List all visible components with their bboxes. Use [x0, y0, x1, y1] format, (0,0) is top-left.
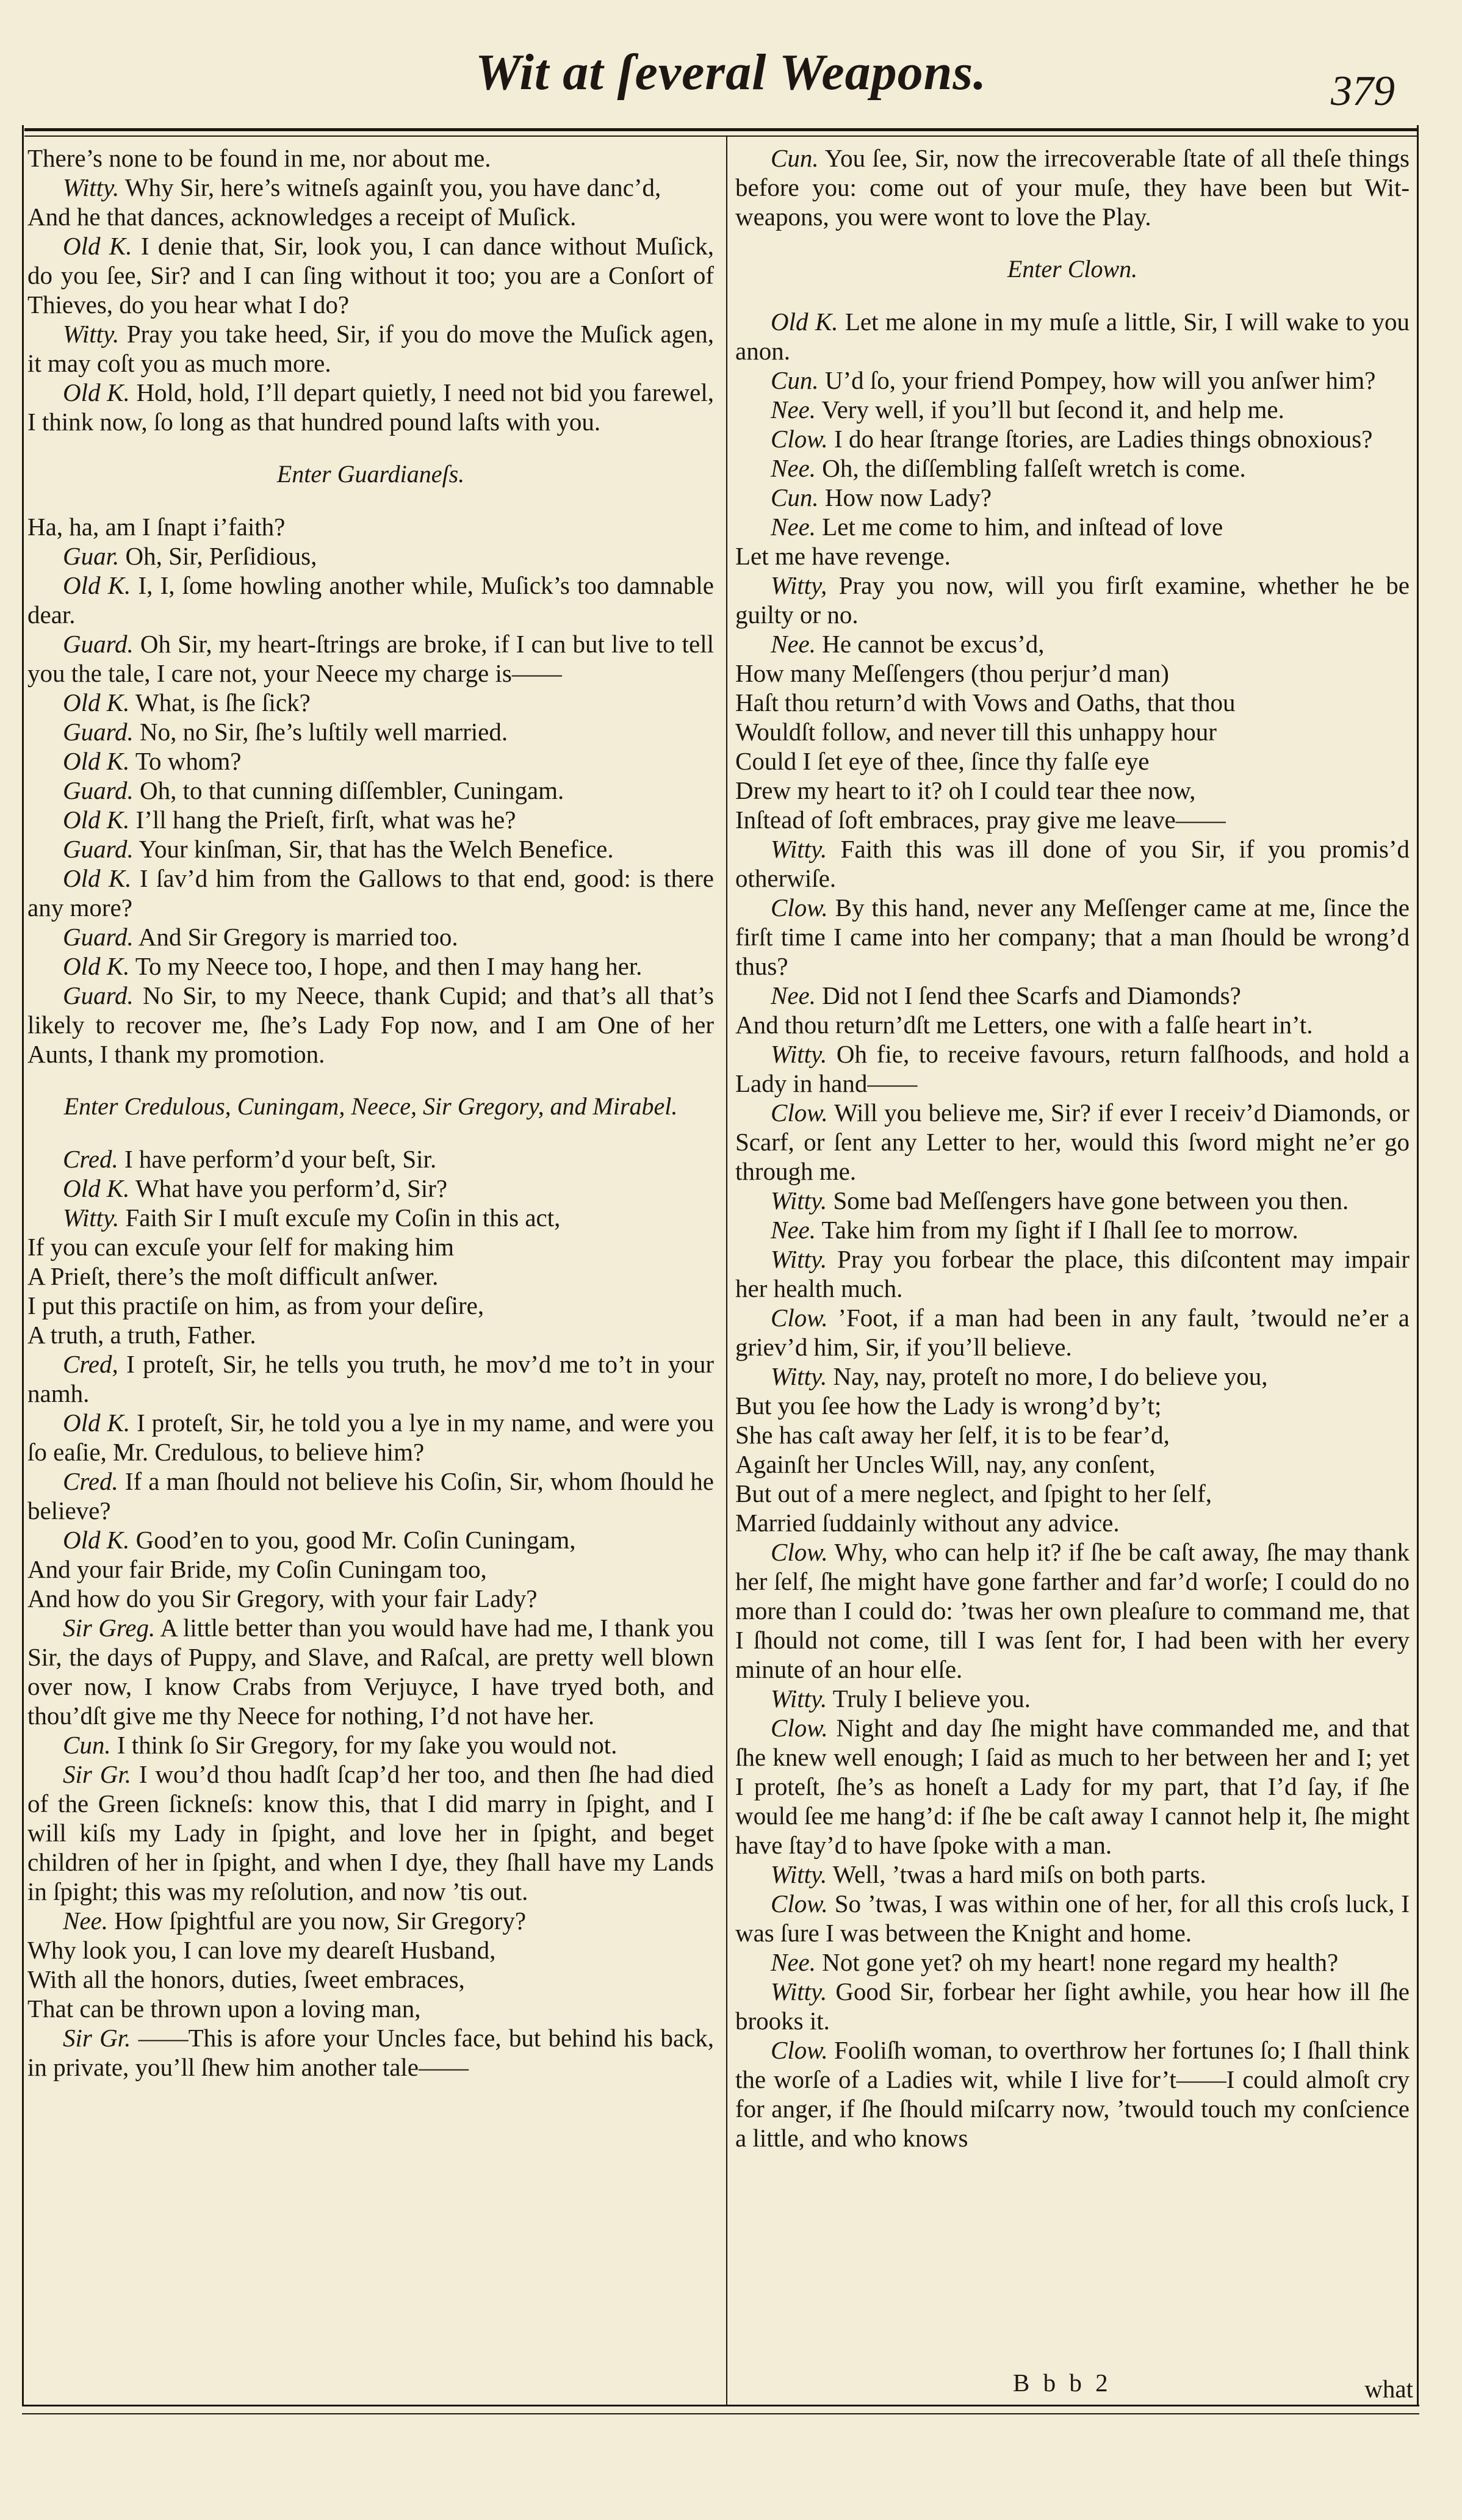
speech-text: What, is ſhe ſick? [135, 688, 311, 717]
speech-text: Oh Sir, my heart-ſtrings are broke, if I can but live to tell you the tale, I care not, your Neece my charge is—— [27, 630, 714, 687]
speech-text: Nay, nay, proteſt no more, I do believe you, [833, 1362, 1268, 1390]
verse-line: If you can excuſe your ſelf for making him [27, 1233, 455, 1261]
speech-text: Good’en to you, good Mr. Coſin Cuningam, [135, 1526, 576, 1554]
verse-line: She has caſt away her ſelf, it is to be fear’d, [735, 1421, 1170, 1449]
speech-text: Not gone yet? oh my heart! none regard my health? [822, 1948, 1339, 1976]
verse-line: Let me have revenge. [735, 542, 951, 570]
speaker-name: Nee. [63, 1907, 108, 1935]
speech [735, 893, 1410, 981]
speech [27, 1349, 714, 1408]
speech [27, 864, 714, 922]
speaker-name: Old K. [63, 864, 132, 892]
verse-line: Ha, ha, am I ſnapt i’faith? [27, 513, 286, 541]
speaker-name: Old K. [63, 1526, 130, 1554]
speaker-name: Witty. [771, 1362, 827, 1390]
speaker-name: Guard. [63, 981, 134, 1009]
speech-text: Oh, Sir, Perſidious, [125, 542, 317, 570]
speech-text: Oh fie, to receive favours, return falſhoods, and hold a Lady in hand—— [735, 1040, 1410, 1097]
speech [27, 1613, 714, 1730]
speaker-name: Old K. [63, 571, 131, 599]
speaker-name: Witty. [771, 1860, 827, 1888]
speech [735, 512, 1410, 541]
speaker-name: Cred. [63, 1467, 118, 1495]
speech [735, 1098, 1410, 1186]
verse-line: And how do you Sir Gregory, with your fair Lady? [27, 1584, 538, 1612]
bottom-rule-thin [22, 2413, 1419, 2414]
speaker-name: Cun. [771, 366, 819, 394]
speech-text: Faith Sir I muſt excuſe my Coſin in this act, [125, 1204, 561, 1232]
speaker-name: Sir Greg. [63, 1614, 156, 1642]
speech [735, 1948, 1410, 1977]
page-number: 379 [1331, 68, 1395, 115]
speech [27, 319, 714, 378]
speech-text: Night and day ſhe might have commanded me, and that ſhe knew well enough; I ſaid as much to her between her and I; yet I proteſt, ſhe’s as honeſt a Lady for my part, that I’d ſay, if ſhe would ſee me hang’d: if ſhe be caſt away I cannot help it, ſhe might have ſtay’d to have ſpoke with a man. [735, 1714, 1410, 1859]
speaker-name: Clow. [771, 425, 828, 453]
speaker-name: Old K. [63, 806, 130, 834]
verse-line: A truth, a truth, Father. [27, 1321, 256, 1349]
speech-text: Oh, the diſſembling falſeſt wretch is come. [822, 454, 1246, 482]
speaker-name: Cun. [63, 1731, 111, 1759]
verse-line: Wouldſt follow, and never till this unhappy hour [735, 718, 1217, 746]
speech-text: I’ll hang the Prieſt, firſt, what was he? [135, 806, 516, 834]
speech [735, 1303, 1410, 1362]
speaker-name: Old K. [63, 378, 130, 406]
speech-text: A little better than you would have had me, I thank you Sir, the days of Puppy, and Slave, and Raſcal, are pretty well blown over now, I know Crabs from Verjuyce, I have tryed both, and thou’dſt give me thy Neece for nothing, I’d not have her. [27, 1614, 714, 1730]
speech [735, 1889, 1410, 1948]
speech [27, 776, 714, 805]
speech-text: Let me come to him, and inſtead of love [822, 513, 1223, 541]
speaker-name: Guard. [63, 923, 134, 951]
verse-line: Againſt her Uncles Will, nay, any conſent, [735, 1450, 1156, 1478]
speaker-name: Witty. [63, 173, 120, 201]
speaker-name: Nee. [771, 454, 816, 482]
speaker-name: Guard. [63, 718, 134, 746]
speech-text: Good Sir, forbear her ſight awhile, you hear how ill ſhe brooks it. [735, 1977, 1410, 2035]
speaker-name: Sir Gr. [63, 1760, 132, 1788]
speech [735, 1039, 1410, 1098]
speaker-name: Nee. [771, 981, 816, 1009]
speech [27, 1525, 714, 1554]
speech-text: ——This is afore your Uncles face, but behind his back, in private, you’ll ſhew him another tale—— [27, 2024, 714, 2081]
speaker-name: Guard. [63, 630, 134, 658]
top-rule-thin [24, 135, 1419, 137]
speech [27, 231, 714, 319]
speech-text: Oh, to that cunning diſſembler, Cuningam. [140, 776, 564, 804]
speaker-name: Clow. [771, 1714, 828, 1742]
speech-text: Some bad Meſſengers have gone between you then. [833, 1186, 1349, 1215]
speech-text: I wou’d thou hadſt ſcap’d her too, and then ſhe had died of the Green ſickneſs: know this, that I did marry in ſpight, and I will kiſs my Lady in ſpight, and love her in ſpight, and beget children of her in ſpight, and when I dye, they ſhall have my Lands in ſpight; this was my reſolution, and now ’tis out. [27, 1760, 714, 1905]
speech [27, 805, 714, 834]
speech-text: So ’twas, I was within one of her, for all this croſs luck, I was ſure I was between the Knight and home. [735, 1890, 1410, 1947]
speech [735, 1537, 1410, 1684]
speaker-name: Witty. [771, 1245, 827, 1273]
speech-text: How now Lady? [824, 483, 992, 511]
verse-line: Inſtead of ſoft embraces, pray give me leave—— [735, 806, 1226, 834]
speaker-name: Nee. [771, 513, 816, 541]
speaker-name: Nee. [771, 1948, 816, 1976]
speaker-name: Nee. [771, 1216, 816, 1244]
speech-text: If a man ſhould not believe his Coſin, Sir, whom ſhould he believe? [27, 1467, 714, 1525]
speech-text: I think ſo Sir Gregory, for my ſake you would not. [117, 1731, 618, 1759]
speaker-name: Guar. [63, 542, 120, 570]
speech-text: How ſpightful are you now, Sir Gregory? [114, 1907, 527, 1935]
speech [735, 1977, 1410, 2035]
speech-text: I do hear ſtrange ſtories, are Ladies things obnoxious? [834, 425, 1373, 453]
verse-line: A Prieſt, there’s the moſt difficult anſwer. [27, 1262, 439, 1290]
speech [735, 1186, 1410, 1215]
bottom-rule [22, 2405, 1419, 2406]
speech [735, 483, 1410, 512]
speech-text: Well, ’twas a hard miſs on both parts. [832, 1860, 1206, 1888]
left-border-rule [22, 125, 24, 2405]
speech-text: U’d ſo, your friend Pompey, how will you anſwer him? [824, 366, 1376, 394]
speech [27, 571, 714, 629]
speech [27, 834, 714, 864]
speech-text: No Sir, to my Neece, thank Cupid; and that’s all that’s likely to recover me, ſhe’s Lady Fop now, and I am One of her Aunts, I thank my promotion. [27, 981, 714, 1068]
speaker-name: Old K. [63, 688, 130, 717]
speech [735, 366, 1410, 395]
verse-line: Haſt thou return’d with Vows and Oaths, that thou [735, 688, 1236, 717]
speaker-name: Witty. [771, 1977, 827, 2006]
speech [27, 688, 714, 717]
speech [27, 746, 714, 776]
top-rule [24, 128, 1419, 131]
speaker-name: Cun. [771, 144, 819, 172]
verse-line: How many Meſſengers (thou perjur’d man) [735, 659, 1169, 687]
speech [735, 834, 1410, 893]
speech [27, 1203, 714, 1232]
left-column [27, 143, 714, 2402]
speech-text: I, I, ſome howling another while, Muſick’s too damnable dear. [27, 571, 714, 629]
speech [735, 2035, 1410, 2153]
speech [27, 173, 714, 202]
speaker-name: Old K. [771, 308, 838, 336]
right-border-rule [1417, 125, 1419, 2405]
speech-text: By this hand, never any Meſſenger came at me, ſince the firſt time I came into her company; that a man ſhould be wrong’d thus? [735, 894, 1410, 980]
speech-text: And Sir Gregory is married too. [138, 923, 458, 951]
speech-text: Hold, hold, I’ll depart quietly, I need not bid you farewel, I think now, ſo long as that hundred pound laſts with you. [27, 378, 714, 436]
speech-text: Let me alone in my muſe a little, Sir, I will wake to you anon. [735, 308, 1410, 365]
speech [735, 1860, 1410, 1889]
stage-direction: Enter Clown. [1007, 255, 1138, 283]
speech-text: I proteſt, Sir, he told you a lye in my name, and were you ſo eaſie, Mr. Credulous, to believe him? [27, 1409, 714, 1466]
speaker-name: Old K. [63, 952, 130, 980]
speaker-name: Old K. [63, 232, 132, 260]
speech-text: Pray you forbear the place, this diſcontent may impair her health much. [735, 1245, 1410, 1302]
speech [735, 1713, 1410, 1860]
speech [735, 981, 1410, 1010]
speaker-name: Cun. [771, 483, 819, 511]
verse-line: Why look you, I can love my deareſt Husband, [27, 1936, 496, 1964]
speaker-name: Witty. [63, 320, 120, 348]
speaker-name: Witty. [63, 1204, 120, 1232]
verse-line: And thou return’dſt me Letters, one with a falſe heart in’t. [735, 1011, 1313, 1039]
speech-text: Your kinſman, Sir, that has the Welch Benefice. [139, 835, 614, 863]
right-column [735, 143, 1410, 2402]
speech-text: Pray you now, will you firſt examine, whether he be guilty or no. [735, 571, 1410, 629]
speech-text: I ſav’d him from the Gallows to that end, good: is there any more? [27, 864, 714, 922]
speech-text: Why Sir, here’s witneſs againſt you, you have danc’d, [124, 173, 661, 201]
speech-text: He cannot be excus’d, [822, 630, 1045, 658]
speech [27, 629, 714, 688]
speaker-name: Old K. [63, 1174, 130, 1202]
speech [27, 981, 714, 1069]
speaker-name: Clow. [771, 1890, 828, 1918]
speech [735, 1362, 1410, 1391]
speech-text: I denie that, Sir, look you, I can dance without Muſick, do you ſee, Sir? and I can ſing without it too; you are a Conſort of Thieves, do you hear what I do? [27, 232, 714, 319]
speaker-name: Old K. [63, 747, 130, 775]
speech-text: I proteſt, Sir, he tells you truth, he mov’d me to’t in your namh. [27, 1350, 714, 1407]
speaker-name: Sir Gr. [63, 2024, 131, 2052]
verse-line: But you ſee how the Lady is wrong’d by’t; [735, 1392, 1162, 1420]
speech-text: ’Foot, if a man had been in any fault, ’twould ne’er a griev’d him, Sir, if you’ll believe. [735, 1304, 1410, 1361]
speech [27, 1906, 714, 1935]
stage-direction: Enter Guardianeſs. [276, 460, 465, 488]
catchword: what [1364, 2375, 1413, 2403]
speaker-name: Witty. [771, 1040, 827, 1068]
speaker-name: Guard. [63, 835, 134, 863]
verse-line: Drew my heart to it? oh I could tear thee now, [735, 776, 1196, 804]
verse-line: There’s none to be found in me, nor about me. [27, 144, 491, 172]
speech [735, 453, 1410, 483]
stage-direction: Enter Credulous, Cuningam, Neece, Sir Gregory, and Mirabel. [63, 1092, 678, 1120]
speech [27, 1760, 714, 1906]
running-title: Wit at ſeveral Weapons. [475, 44, 987, 101]
speech [27, 1467, 714, 1525]
speaker-name: Clow. [771, 1099, 828, 1127]
speech [735, 1215, 1410, 1244]
speaker-name: Cred. [63, 1145, 118, 1173]
speech-text: What have you perform’d, Sir? [135, 1174, 448, 1202]
speaker-name: Nee. [771, 395, 816, 424]
speech [27, 378, 714, 436]
speech [735, 424, 1410, 453]
speaker-name: Witty. [771, 1684, 827, 1713]
speaker-name: Clow. [771, 2036, 828, 2064]
speech-text: Faith this was ill done of you Sir, if you promis’d otherwiſe. [735, 835, 1410, 892]
speaker-name: Clow. [771, 1304, 828, 1332]
speech-text: No, no Sir, ſhe’s luſtily well married. [140, 718, 508, 746]
speaker-name: Nee. [771, 630, 816, 658]
speech [27, 717, 714, 746]
verse-line: Married ſuddainly without any advice. [735, 1509, 1120, 1537]
speaker-name: Cred, [63, 1350, 118, 1378]
speech-text: Very well, if you’ll but ſecond it, and help me. [821, 395, 1284, 424]
speech [27, 541, 714, 571]
speech [27, 1730, 714, 1760]
signature-mark: B b b 2 [1013, 2369, 1112, 2397]
speech-text: Take him from my ſight if I ſhall ſee to morrow. [821, 1216, 1298, 1244]
verse-line: But out of a mere neglect, and ſpight to her ſelf, [735, 1479, 1212, 1507]
speech-text: Will you believe me, Sir? if ever I receiv’d Diamonds, or Scarf, or ſent any Letter to her, would this ſword might ne’er go through me. [735, 1099, 1410, 1185]
speech [27, 951, 714, 981]
speech [735, 307, 1410, 366]
verse-line: And he that dances, acknowledges a receipt of Muſick. [27, 203, 577, 231]
speech [27, 1144, 714, 1174]
speech [27, 922, 714, 951]
column-divider [726, 135, 727, 2405]
verse-line: Could I ſet eye of thee, ſince thy falſe eye [735, 747, 1150, 775]
speech-text: Fooliſh woman, to overthrow her fortunes ſo; I ſhall think the worſe of a Ladies wit, while I live for’t——I could almoſt cry for anger, if ſhe ſhould miſcarry now, ’twould touch my conſcience a little, and who knows [735, 2036, 1410, 2152]
speech [735, 571, 1410, 629]
speech [27, 1408, 714, 1467]
speech [735, 395, 1410, 424]
speaker-name: Clow. [771, 894, 828, 922]
verse-line: With all the honors, duties, ſweet embraces, [27, 1965, 465, 1993]
speech [735, 1684, 1410, 1713]
speech [735, 629, 1410, 659]
speech-text: You ſee, Sir, now the irrecoverable ſtate of all theſe things before you: come out of your muſe, they have been but Wit-weapons, you were wont to love the Play. [735, 144, 1410, 231]
speaker-name: Clow. [771, 1538, 828, 1566]
speech [735, 1244, 1410, 1303]
speech [27, 1174, 714, 1203]
speaker-name: Witty. [771, 835, 827, 863]
speech [735, 143, 1410, 231]
verse-line: I put this practiſe on him, as from your deſire, [27, 1291, 484, 1320]
speaker-name: Old K. [63, 1409, 131, 1437]
verse-line: That can be thrown upon a loving man, [27, 1995, 421, 2023]
speech-text: Pray you take heed, Sir, if you do move the Muſick agen, it may coſt you as much more. [27, 320, 714, 377]
speech-text: To whom? [135, 747, 242, 775]
speech [27, 2023, 714, 2082]
speech-text: Did not I ſend thee Scarfs and Diamonds? [822, 981, 1241, 1009]
speech-text: I have perform’d your beſt, Sir. [124, 1145, 437, 1173]
speech-text: To my Neece too, I hope, and then I may hang her. [135, 952, 643, 980]
speaker-name: Witty. [771, 1186, 827, 1215]
speech-text: Truly I believe you. [832, 1684, 1031, 1713]
speaker-name: Guard. [63, 776, 134, 804]
speech-text: Why, who can help it? if ſhe be caſt away, ſhe may thank her ſelf, ſhe might have gone farther and far’d worſe; I could do no more than I could do: ’twas her own pleaſure to command me, that I ſhould not come, till I was ſent for, I had been with her every minute of an hour elſe. [735, 1538, 1410, 1683]
speaker-name: Witty, [771, 571, 827, 599]
verse-line: And your fair Bride, my Coſin Cuningam too, [27, 1555, 487, 1583]
